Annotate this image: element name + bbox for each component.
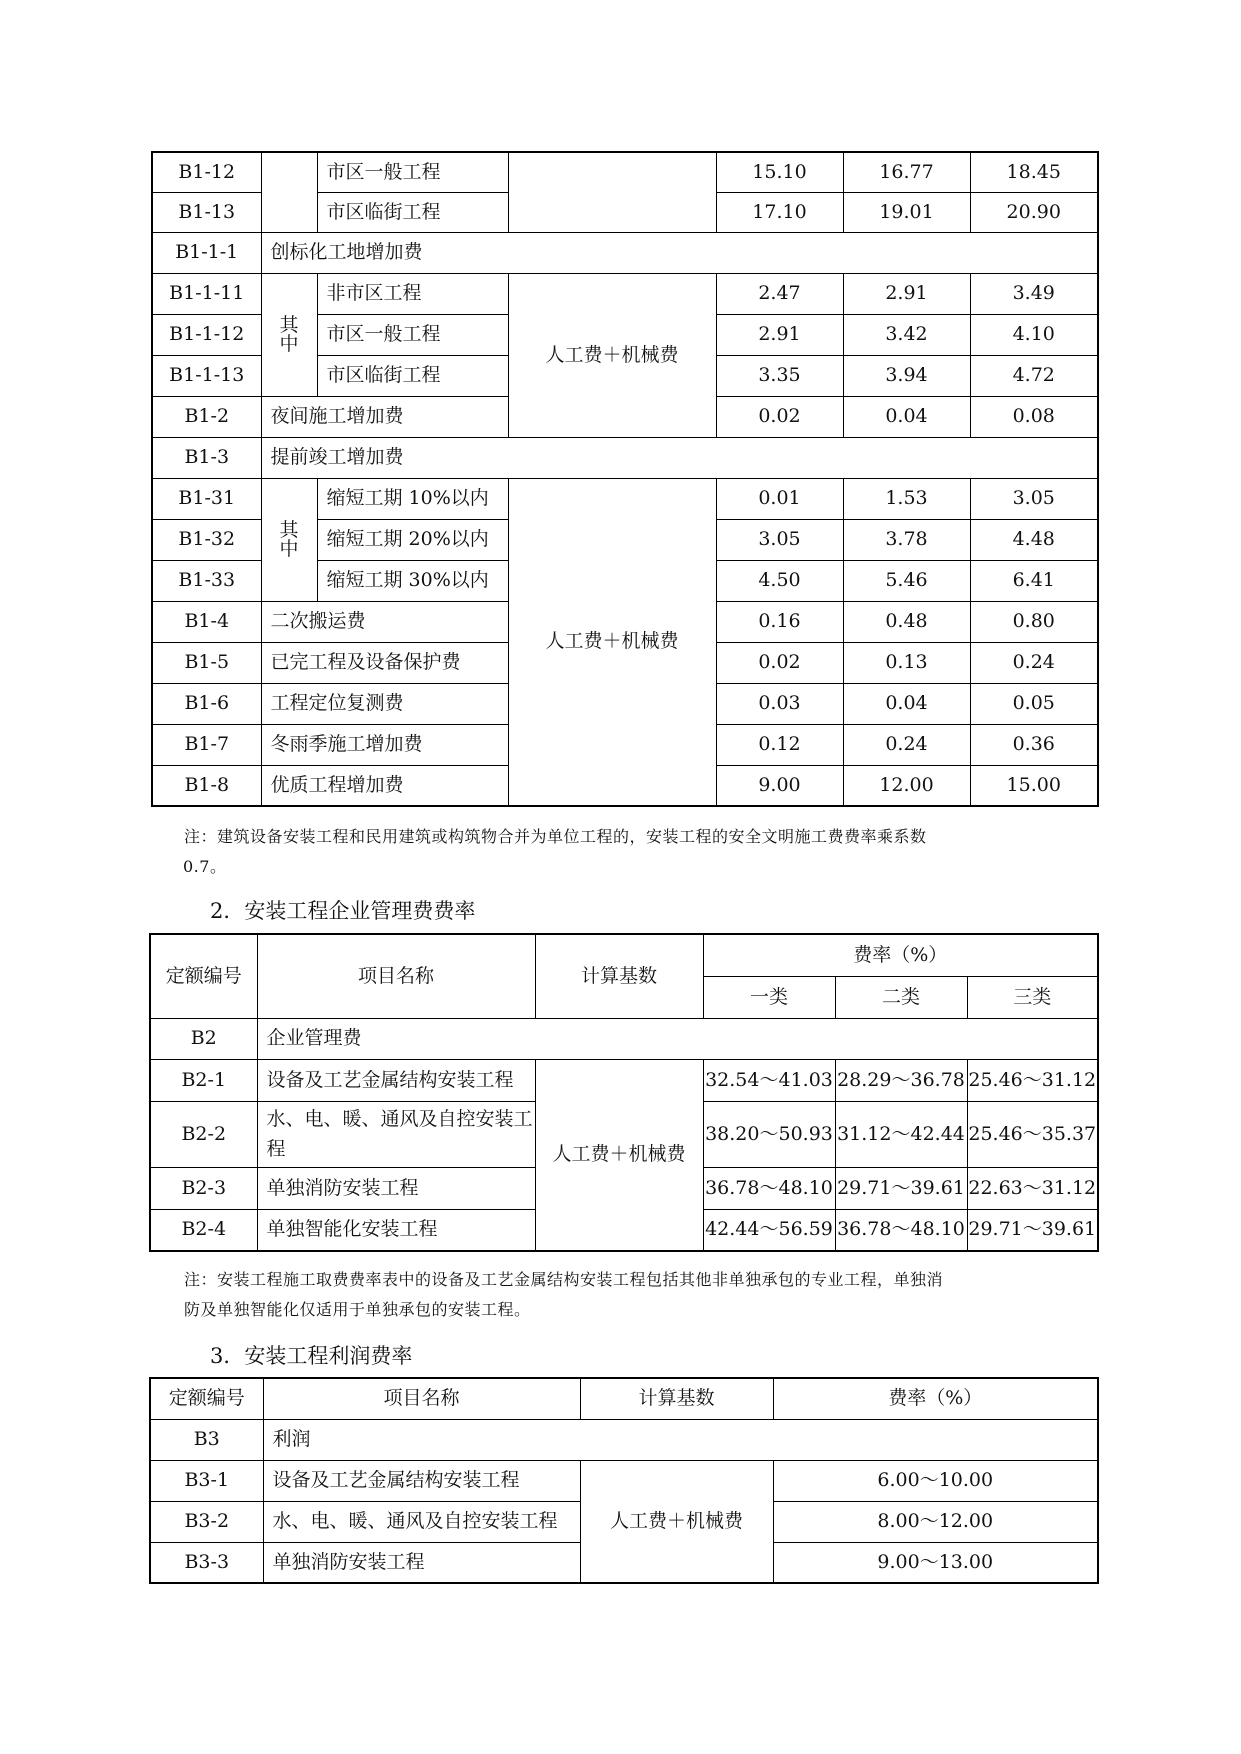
- header-code: 定额编号: [150, 1378, 263, 1419]
- rate-class1-cell: 0.12: [716, 724, 843, 765]
- management-fee-table: [149, 933, 1099, 1252]
- table-row: [150, 1059, 1098, 1101]
- rate-class3-cell: 3.05: [970, 478, 1098, 519]
- note-line: 注：安装工程施工取费费率表中的设备及工艺金属结构安装工程包括其他非单独承包的专业工程，单独消: [184, 1270, 944, 1289]
- code-cell: B2: [150, 1018, 257, 1059]
- header-class2: 二类: [835, 976, 967, 1018]
- rate-class2-cell: 36.78～48.10: [835, 1209, 967, 1251]
- rate-class2-cell: 28.29～36.78: [835, 1059, 967, 1101]
- name-cell: 缩短工期 30%以内: [317, 560, 508, 601]
- code-cell: B1-5: [152, 642, 261, 683]
- section-row: [150, 1018, 1098, 1059]
- header-row: [150, 934, 1098, 976]
- section-row: [150, 1419, 1098, 1460]
- name-cell: 市区临街工程: [317, 355, 508, 396]
- section-name-cell: 利润: [263, 1419, 1098, 1460]
- qizhong-label: 其中: [279, 518, 299, 560]
- section-name-cell: 创标化工地增加费: [261, 232, 1098, 273]
- rate-class1-cell: 0.03: [716, 683, 843, 724]
- profit-rate-table: [149, 1377, 1099, 1584]
- header-class1: 一类: [703, 976, 835, 1018]
- rate-class1-cell: 0.01: [716, 478, 843, 519]
- name-cell: 缩短工期 10%以内: [317, 478, 508, 519]
- rate-class3-cell: 0.36: [970, 724, 1098, 765]
- name-cell: 已完工程及设备保护费: [261, 642, 508, 683]
- note-line: 防及单独智能化仅适用于单独承包的安装工程。: [184, 1300, 531, 1319]
- section-name-cell: 提前竣工增加费: [261, 437, 1098, 478]
- header-class3: 三类: [967, 976, 1098, 1018]
- name-cell: 单独智能化安装工程: [257, 1209, 535, 1251]
- header-name: 项目名称: [257, 934, 535, 1018]
- header-row: [150, 1378, 1098, 1419]
- code-cell: B1-32: [152, 519, 261, 560]
- name-cell: 二次搬运费: [261, 601, 508, 642]
- qizhong-cell: [261, 478, 317, 601]
- rate-class1-cell: 2.47: [716, 273, 843, 314]
- code-cell: B2-3: [150, 1167, 257, 1209]
- rate-class1-cell: 9.00: [716, 765, 843, 806]
- rate-class3-cell: 6.41: [970, 560, 1098, 601]
- rate-class3-cell: 4.10: [970, 314, 1098, 355]
- header-code: 定额编号: [150, 934, 257, 1018]
- name-cell: 单独消防安装工程: [257, 1167, 535, 1209]
- basis-cell: 人工费＋机械费: [508, 273, 716, 437]
- code-cell: B1-4: [152, 601, 261, 642]
- table-row: [152, 273, 1098, 314]
- code-cell: B1-8: [152, 765, 261, 806]
- rate-cell: 8.00～12.00: [773, 1501, 1098, 1542]
- rate-class2-cell: 0.13: [843, 642, 970, 683]
- rate-class1-cell: 17.10: [716, 192, 843, 232]
- rate-class2-cell: 2.91: [843, 273, 970, 314]
- rate-class1-cell: 3.35: [716, 355, 843, 396]
- rate-class2-cell: 3.94: [843, 355, 970, 396]
- rate-class2-cell: 29.71～39.61: [835, 1167, 967, 1209]
- table1-note: [184, 822, 1084, 882]
- name-cell: 单独消防安装工程: [263, 1542, 580, 1583]
- section-row: [152, 437, 1098, 478]
- rate-class1-cell: 4.50: [716, 560, 843, 601]
- header-basis: 计算基数: [535, 934, 703, 1018]
- code-cell: B3-3: [150, 1542, 263, 1583]
- code-cell: B1-1-11: [152, 273, 261, 314]
- rate-class3-cell: 25.46～35.37: [967, 1101, 1098, 1167]
- rate-class1-cell: 0.16: [716, 601, 843, 642]
- rate-class3-cell: 25.46～31.12: [967, 1059, 1098, 1101]
- rate-class1-cell: 15.10: [716, 152, 843, 192]
- code-cell: B3-2: [150, 1501, 263, 1542]
- code-cell: B1-13: [152, 192, 261, 232]
- rate-class2-cell: 12.00: [843, 765, 970, 806]
- rate-class3-cell: 20.90: [970, 192, 1098, 232]
- section-row: [152, 232, 1098, 273]
- rate-class1-cell: 0.02: [716, 642, 843, 683]
- header-name: 项目名称: [263, 1378, 580, 1419]
- rate-class2-cell: 3.42: [843, 314, 970, 355]
- rate-class2-cell: 3.78: [843, 519, 970, 560]
- table-row: [150, 1460, 1098, 1501]
- name-cell: 冬雨季施工增加费: [261, 724, 508, 765]
- code-cell: B2-2: [150, 1101, 257, 1167]
- section-heading-profit: 3．安装工程利润费率: [210, 1344, 413, 1368]
- code-cell: B1-3: [152, 437, 261, 478]
- name-line: 水、电、暖、通风及自控安装工: [266, 1108, 533, 1130]
- rate-class3-cell: 0.80: [970, 601, 1098, 642]
- name-cell: 缩短工期 20%以内: [317, 519, 508, 560]
- rate-class1-cell: 36.78～48.10: [703, 1167, 835, 1209]
- rate-class2-cell: 0.48: [843, 601, 970, 642]
- rate-class1-cell: 38.20～50.93: [703, 1101, 835, 1167]
- code-cell: B3-1: [150, 1460, 263, 1501]
- qizhong-cell: [261, 273, 317, 396]
- table-row: [152, 152, 1098, 192]
- rate-class3-cell: 22.63～31.12: [967, 1167, 1098, 1209]
- note-line: 注：建筑设备安装工程和民用建筑或构筑物合并为单位工程的，安装工程的安全文明施工费费率乘系数: [184, 827, 927, 846]
- note-line: 0.7。: [183, 857, 227, 876]
- section-name-cell: 企业管理费: [257, 1018, 1098, 1059]
- rate-class2-cell: 0.04: [843, 396, 970, 437]
- code-cell: B1-12: [152, 152, 261, 192]
- code-cell: B2-1: [150, 1059, 257, 1101]
- basis-cell: 人工费＋机械费: [535, 1059, 703, 1251]
- code-cell: B1-1-13: [152, 355, 261, 396]
- header-rate: 费率（%）: [773, 1378, 1098, 1419]
- rate-class1-cell: 3.05: [716, 519, 843, 560]
- rate-cell: 9.00～13.00: [773, 1542, 1098, 1583]
- code-cell: B1-7: [152, 724, 261, 765]
- rate-class1-cell: 32.54～41.03: [703, 1059, 835, 1101]
- rate-class1-cell: 2.91: [716, 314, 843, 355]
- rate-class3-cell: 3.49: [970, 273, 1098, 314]
- qizhong-label: 其中: [279, 313, 299, 355]
- rate-class3-cell: 0.08: [970, 396, 1098, 437]
- code-cell: B1-6: [152, 683, 261, 724]
- rate-class2-cell: 31.12～42.44: [835, 1101, 967, 1167]
- section-heading-management-fee: 2．安装工程企业管理费费率: [210, 899, 476, 923]
- name-cell: 夜间施工增加费: [261, 396, 508, 437]
- code-cell: B1-33: [152, 560, 261, 601]
- group-cell: [261, 152, 317, 232]
- rate-class2-cell: 5.46: [843, 560, 970, 601]
- rate-class3-cell: 29.71～39.61: [967, 1209, 1098, 1251]
- rate-class3-cell: 18.45: [970, 152, 1098, 192]
- rate-class2-cell: 16.77: [843, 152, 970, 192]
- rate-class2-cell: 0.24: [843, 724, 970, 765]
- name-cell: 优质工程增加费: [261, 765, 508, 806]
- name-cell: 设备及工艺金属结构安装工程: [263, 1460, 580, 1501]
- name-cell: [257, 1101, 535, 1167]
- name-cell: 工程定位复测费: [261, 683, 508, 724]
- table2-note: [184, 1265, 1084, 1325]
- basis-cell: [508, 152, 716, 232]
- basis-cell: 人工费＋机械费: [580, 1460, 773, 1583]
- rate-class3-cell: 0.24: [970, 642, 1098, 683]
- rate-class3-cell: 4.72: [970, 355, 1098, 396]
- code-cell: B3: [150, 1419, 263, 1460]
- name-cell: 设备及工艺金属结构安装工程: [257, 1059, 535, 1101]
- basis-cell: 人工费＋机械费: [508, 478, 716, 806]
- name-cell: 非市区工程: [317, 273, 508, 314]
- rate-class3-cell: 0.05: [970, 683, 1098, 724]
- rate-class1-cell: 42.44～56.59: [703, 1209, 835, 1251]
- rate-class3-cell: 15.00: [970, 765, 1098, 806]
- measures-fee-table: [151, 151, 1099, 807]
- code-cell: B2-4: [150, 1209, 257, 1251]
- header-basis: 计算基数: [580, 1378, 773, 1419]
- name-cell: 市区一般工程: [317, 152, 508, 192]
- name-line: 程: [266, 1138, 286, 1160]
- code-cell: B1-1-12: [152, 314, 261, 355]
- name-cell: 水、电、暖、通风及自控安装工程: [263, 1501, 580, 1542]
- header-rate: 费率（%）: [703, 934, 1098, 976]
- rate-class2-cell: 19.01: [843, 192, 970, 232]
- rate-class3-cell: 4.48: [970, 519, 1098, 560]
- rate-class1-cell: 0.02: [716, 396, 843, 437]
- rate-class2-cell: 0.04: [843, 683, 970, 724]
- table-row: [152, 478, 1098, 519]
- code-cell: B1-2: [152, 396, 261, 437]
- name-cell: 市区临街工程: [317, 192, 508, 232]
- code-cell: B1-1-1: [152, 232, 261, 273]
- code-cell: B1-31: [152, 478, 261, 519]
- name-cell: 市区一般工程: [317, 314, 508, 355]
- rate-cell: 6.00～10.00: [773, 1460, 1098, 1501]
- rate-class2-cell: 1.53: [843, 478, 970, 519]
